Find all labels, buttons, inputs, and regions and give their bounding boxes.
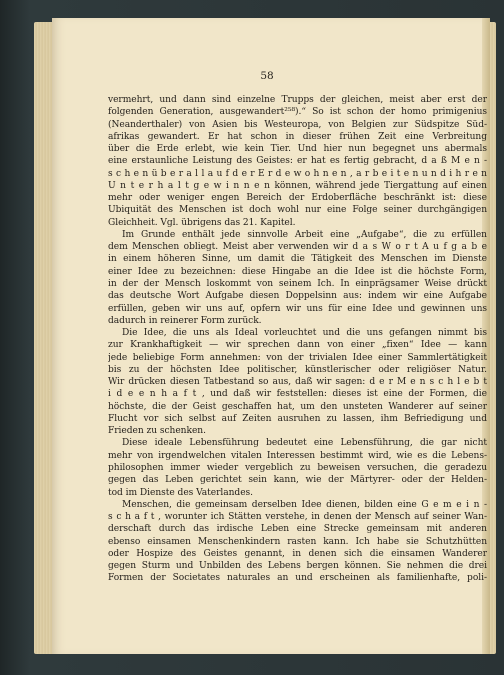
- text-line: einer Idee zu bezeichnen: diese Hingabe an die Idee ist die höchste Form,: [108, 266, 487, 277]
- text-line: Im Grunde enthält jede sinnvolle Arbeit eine „Aufgabe“, die zu erfüllen: [122, 229, 487, 240]
- text-line: zur Krankhaftigkeit — wir sprechen dann von einer „fixen“ Idee — kann: [108, 340, 487, 351]
- text-line: Ubiquität des Menschen ist doch wohl nur eine Folge seiner durchgängigen: [108, 205, 487, 216]
- text-line: Die Idee, die uns als Ideal vorleuchtet und die uns gefangen nimmt bis: [122, 328, 487, 339]
- text-line: eine erstaunliche Leistung des Geistes: er hat es fertig gebracht, d a ß M e n -: [108, 156, 487, 167]
- text-line: s c h a f t , worunter ich Stätten verstehe, in denen der Mensch auf seiner Wan-: [108, 512, 487, 523]
- text-line: das deutsche Wort Aufgabe diesen Doppelsinn aus: indem wir eine Aufgabe: [108, 291, 487, 302]
- text-line: s c h e n ü b e r a l l a u f d e r E r d e w o h n e n , a r b e i t e n u n d i h r e n: [108, 168, 487, 179]
- text-line: mehr von irgendwelchen vitalen Interessen bestimmt wird, wie es die Lebens-: [108, 450, 487, 461]
- text-line: vermehrt, und dann sind einzelne Trupps der gleichen, meist aber erst der: [108, 95, 487, 105]
- text-line: Formen der Societates naturales an und erscheinen als familienhafte, poli-: [108, 573, 487, 584]
- page-number: 58: [260, 70, 274, 82]
- text-line: oder Hospize des Geistes genannt, in denen sich die einsamen Wanderer: [108, 548, 487, 559]
- text-line: höchste, die der Geist geschaffen hat, um den unsteten Wanderer auf seiner: [108, 401, 487, 412]
- text-line: gegen das Leben gerichtet sein kann, wie der Märtyrer- oder der Helden-: [108, 475, 487, 486]
- text-line: U n t e r h a l t g e w i n n e n können, während jede Tiergattung auf einen: [108, 180, 487, 191]
- text-line: (Neanderthaler) von Asien bis Westeuropa, von Belgien zur Südspitze Süd-: [108, 119, 487, 130]
- text-line: jede beliebige Form annehmen: von der trivialen Idee einer Sammlertätigkeit: [108, 352, 487, 363]
- text-line: Diese ideale Lebensführung bedeutet eine Lebensführung, die gar nicht: [122, 438, 487, 449]
- text-line: ebenso einsamen Menschenkindern rasten kann. Ich habe sie Schutzhütten: [108, 536, 487, 547]
- text-line: bis zu der höchsten Idee politischer, künstlerischer oder religiöser Natur.: [108, 364, 487, 375]
- text-line: Wir drücken diesen Tatbestand so aus, daß wir sagen: d e r M e n s c h l e b t: [108, 377, 487, 388]
- text-line: tod im Dienste des Vaterlandes.: [108, 487, 253, 498]
- book-page: [52, 18, 487, 654]
- text-line: Frieden zu schenken.: [108, 426, 206, 437]
- text-line: in einem höheren Sinne, um damit die Tätigkeit des Menschen im Dienste: [108, 254, 487, 265]
- page-text: [108, 94, 487, 585]
- text-line: i d e e n h a f t , und daß wir feststellen: dieses ist eine der Formen, die: [108, 389, 487, 400]
- text-line: Gleichheit. Vgl. übrigens das 21. Kapitel.: [108, 217, 296, 228]
- text-line: Flucht vor sich selbst auf Zeiten ausruhen zu lassen, ihm Befriedigung und: [108, 413, 487, 424]
- text-line: derschaft durch das irdische Leben eine Strecke gemeinsam mit anderen: [108, 524, 487, 535]
- text-line: Menschen, die gemeinsam derselben Idee dienen, bilden eine G e m e i n -: [122, 499, 487, 510]
- text-line: afrikas gewandert. Er hat schon in dieser frühen Zeit eine Verbreitung: [108, 131, 487, 142]
- text-line: philosophen immer wieder vergeblich zu beweisen versuchen, die geradezu: [108, 462, 487, 473]
- text-line: erfüllen, geben wir uns auf, opfern wir uns für eine Idee und gewinnen uns: [108, 303, 487, 314]
- text-line: über die Erde erlebt, wie kein Tier. Und hier nun begegnet uns abermals: [108, 144, 487, 155]
- text-line: dadurch in reinerer Form zurück.: [108, 315, 262, 326]
- text-line: dem Menschen obliegt. Meist aber verwenden wir d a s W o r t A u f g a b e: [108, 242, 487, 253]
- text-line: in der der Mensch loskommt von seinem Ich. In einprägsamer Weise drückt: [108, 278, 487, 289]
- text-line: folgenden Generation, ausgewandert²⁵⁸).“ So ist schon der homo primigenius: [108, 107, 487, 118]
- text-line: mehr oder weniger engen Bereich der Erdoberfläche beschränkt ist: diese: [108, 193, 487, 204]
- text-line: gegen Sturm und Unbilden des Lebens bergen können. Sie nehmen die drei: [108, 561, 487, 572]
